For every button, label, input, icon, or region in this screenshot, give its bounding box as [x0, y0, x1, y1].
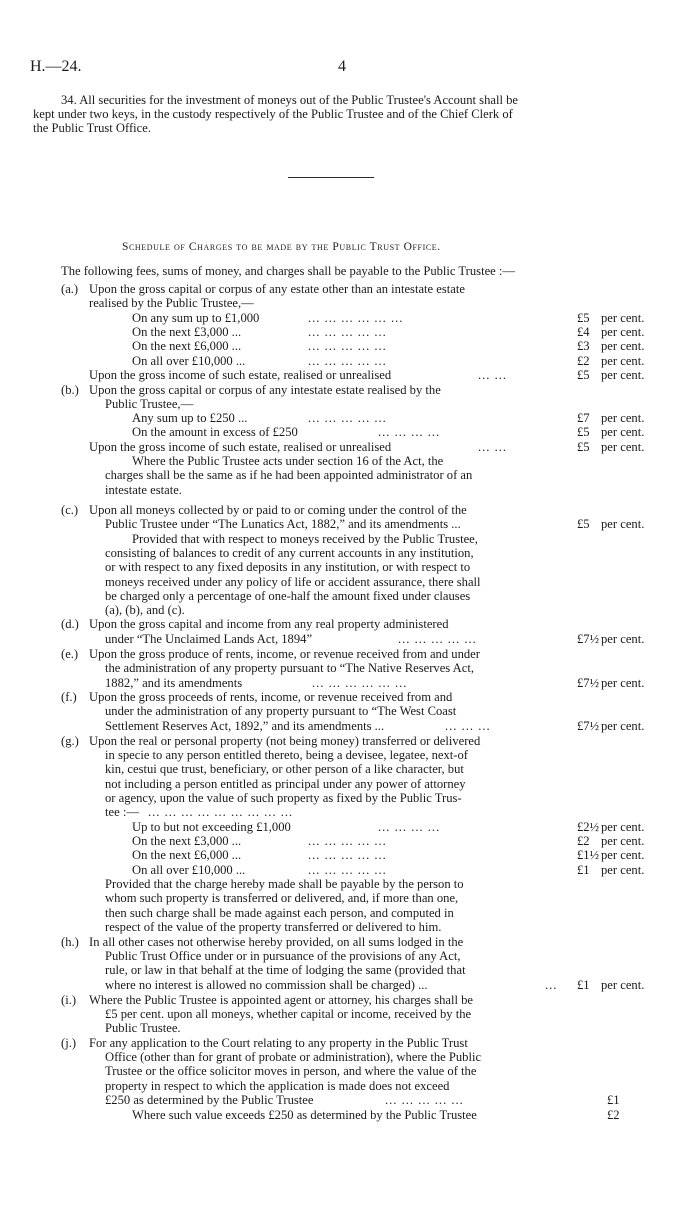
schedule-line: On the amount in excess of £250 [132, 425, 298, 439]
charge-unit: per cent. [601, 354, 645, 368]
schedule-line: kin, cestui que trust, beneficiary, or other person of a like character, but [105, 762, 464, 776]
leader-dots: ... ... ... ... ... [308, 354, 387, 368]
schedule-line: Upon the gross income of such estate, realised or unrealised [89, 368, 392, 382]
schedule-line: Upon the gross income of such estate, realised or unrealised [89, 440, 392, 454]
charge-amount: £7½ [577, 719, 600, 733]
charge-amount: £7½ [577, 676, 600, 690]
charge-amount: £5 [577, 440, 590, 454]
schedule-line: Upon the gross capital and income from any real property administered [89, 617, 449, 631]
leader-dots: ... ... ... ... ... [308, 411, 387, 425]
charge-amount: £2½ [577, 820, 600, 834]
leader-dots: ... ... ... ... ... [308, 325, 387, 339]
leader-dots: ... [545, 978, 558, 992]
schedule-line: where no interest is allowed no commission shall be charged) ... [105, 978, 428, 992]
schedule-line: respect of the value of the property transferred or delivered to him. [105, 920, 442, 934]
charge-amount: £2 [607, 1108, 620, 1122]
schedule-line: then such charge shall be made against each person, and computed in [105, 906, 454, 920]
paragraph-34-line-3: the Public Trust Office. [33, 121, 152, 135]
schedule-line: intestate estate. [105, 483, 182, 497]
clause-label: (e.) [61, 647, 79, 661]
schedule-line: the administration of any property pursuant to “The Native Reserves Act, [105, 661, 474, 675]
schedule-line: consisting of balances to credit of any current accounts in any institution, [105, 546, 474, 560]
schedule-line: Public Trust Office under or in pursuance of the provisions of any Act, [105, 949, 461, 963]
charge-unit: per cent. [601, 411, 645, 425]
schedule-line: Where the Public Trustee is appointed agent or attorney, his charges shall be [89, 993, 474, 1007]
paragraph-34-line-1: 34. All securities for the investment of moneys out of the Public Trustee's Account shall be [61, 93, 518, 107]
charge-amount: £2 [577, 354, 590, 368]
schedule-line: Public Trustee under “The Lunatics Act, 1882,” and its amendments ... [105, 517, 461, 531]
section-divider [288, 177, 374, 178]
paragraph-34-line-2: kept under two keys, in the custody respectively of the Public Trustee and of the Chief Clerk of [33, 107, 513, 121]
charge-unit: per cent. [601, 676, 645, 690]
charge-amount: £5 [577, 425, 590, 439]
charge-amount: £7 [577, 411, 590, 425]
schedule-line: in specie to any person entitled thereto, being a devisee, legatee, next-of [105, 748, 468, 762]
schedule-intro: The following fees, sums of money, and charges shall be payable to the Public Trustee :— [61, 264, 515, 278]
schedule-line: Public Trustee,— [105, 397, 194, 411]
charge-unit: per cent. [601, 863, 645, 877]
charge-amount: £3 [577, 339, 590, 353]
charge-unit: per cent. [601, 440, 645, 454]
schedule-line: tee :— [105, 805, 139, 819]
schedule-line: Where the Public Trustee acts under section 16 of the Act, the [132, 454, 444, 468]
schedule-title: Schedule of Charges to be made by the Public Trust Office. [122, 241, 441, 253]
schedule-line: On any sum up to £1,000 [132, 311, 260, 325]
charge-amount: £2 [577, 834, 590, 848]
schedule-line: Where such value exceeds £250 as determined by the Public Trustee [132, 1108, 477, 1122]
charge-unit: per cent. [601, 719, 645, 733]
leader-dots: ... ... ... [445, 719, 491, 733]
schedule-line: moneys received under any policy of life or accident assurance, there shall [105, 575, 481, 589]
schedule-line: On the next £3,000 ... [132, 325, 242, 339]
charge-amount: £1 [577, 978, 590, 992]
charge-unit: per cent. [601, 311, 645, 325]
schedule-line: Upon the gross produce of rents, income, or revenue received from and under [89, 647, 480, 661]
charge-amount: £5 [577, 311, 590, 325]
clause-label: (c.) [61, 503, 79, 517]
schedule-line: Upon the gross capital or corpus of any intestate estate realised by the [89, 383, 441, 397]
schedule-line: Up to but not exceeding £1,000 [132, 820, 291, 834]
charge-unit: per cent. [601, 517, 645, 531]
charge-amount: £4 [577, 325, 590, 339]
page-number: 4 [338, 58, 346, 75]
schedule-line: Provided that with respect to moneys received by the Public Trustee, [132, 532, 478, 546]
charge-unit: per cent. [601, 632, 645, 646]
clause-label: (d.) [61, 617, 79, 631]
schedule-line: not including a person entitled as principal under any power of attorney [105, 777, 466, 791]
schedule-line: under “The Unclaimed Lands Act, 1894” [105, 632, 313, 646]
leader-dots: ... ... ... ... [378, 820, 441, 834]
charge-unit: per cent. [601, 848, 645, 862]
schedule-line: 1882,” and its amendments [105, 676, 243, 690]
charge-unit: per cent. [601, 425, 645, 439]
schedule-line: Upon the gross capital or corpus of any estate other than an intestate estate [89, 282, 465, 296]
clause-label: (f.) [61, 690, 77, 704]
leader-dots: ... ... [478, 440, 508, 454]
clause-label: (a.) [61, 282, 79, 296]
charge-amount: £1 [577, 863, 590, 877]
schedule-line: (a), (b), and (c). [105, 603, 185, 617]
schedule-line: or agency, upon the value of such property as fixed by the Public Trus- [105, 791, 462, 805]
leader-dots: ... ... ... ... ... [308, 834, 387, 848]
schedule-line: whom such property is transferred or delivered, and, if more than one, [105, 891, 459, 905]
clause-label: (b.) [61, 383, 79, 397]
schedule-line: For any application to the Court relating to any property in the Public Trust [89, 1036, 468, 1050]
schedule-line: Provided that the charge hereby made shall be payable by the person to [105, 877, 464, 891]
leader-dots: ... ... ... ... ... [385, 1093, 464, 1107]
schedule-line: Trustee or the office solicitor moves in person, and where the value of the [105, 1064, 477, 1078]
leader-dots: ... ... ... ... [378, 425, 441, 439]
schedule-line: Upon all moneys collected by or paid to or coming under the control of the [89, 503, 467, 517]
schedule-line: On the next £6,000 ... [132, 339, 242, 353]
schedule-line: Public Trustee. [105, 1021, 181, 1035]
schedule-line: £250 as determined by the Public Trustee [105, 1093, 314, 1107]
page-reference: H.—24. [30, 58, 82, 75]
charge-amount: £5 [577, 368, 590, 382]
charge-unit: per cent. [601, 368, 645, 382]
schedule-line: Any sum up to £250 ... [132, 411, 248, 425]
leader-dots: ... ... ... ... ... [308, 339, 387, 353]
charge-unit: per cent. [601, 325, 645, 339]
charge-unit: per cent. [601, 820, 645, 834]
schedule-line: On the next £3,000 ... [132, 834, 242, 848]
schedule-line: Office (other than for grant of probate or administration), where the Public [105, 1050, 482, 1064]
schedule-line: In all other cases not otherwise hereby provided, on all sums lodged in the [89, 935, 464, 949]
leader-dots: ... ... ... ... ... [308, 848, 387, 862]
charge-amount: £5 [577, 517, 590, 531]
schedule-line: realised by the Public Trustee,— [89, 296, 254, 310]
schedule-line: Settlement Reserves Act, 1892,” and its amendments ... [105, 719, 385, 733]
schedule-line: On all over £10,000 ... [132, 863, 246, 877]
schedule-line: On all over £10,000 ... [132, 354, 246, 368]
clause-label: (h.) [61, 935, 79, 949]
charge-unit: per cent. [601, 339, 645, 353]
leader-dots: ... ... ... ... ... [398, 632, 477, 646]
schedule-line: charges shall be the same as if he had been appointed administrator of an [105, 468, 473, 482]
leader-dots: ... ... ... ... ... ... [308, 311, 404, 325]
schedule-line: be charged only a percentage of one-half the amount fixed under clauses [105, 589, 471, 603]
leader-dots: ... ... [478, 368, 508, 382]
leader-dots: ... ... ... ... ... ... ... ... ... [148, 805, 294, 819]
charge-unit: per cent. [601, 978, 645, 992]
schedule-line: On the next £6,000 ... [132, 848, 242, 862]
schedule-line: property in respect to which the application is made does not exceed [105, 1079, 450, 1093]
schedule-line: Upon the real or personal property (not being money) transferred or delivered [89, 734, 481, 748]
clause-label: (j.) [61, 1036, 77, 1050]
schedule-line: Upon the gross proceeds of rents, income, or revenue received from and [89, 690, 453, 704]
charge-amount: £7½ [577, 632, 600, 646]
schedule-line: or with respect to any fixed deposits in any institution, or with respect to [105, 560, 471, 574]
schedule-line: rule, or law in that behalf at the time of lodging the same (provided that [105, 963, 466, 977]
charge-amount: £1 [607, 1093, 620, 1107]
clause-label: (i.) [61, 993, 77, 1007]
charge-unit: per cent. [601, 834, 645, 848]
schedule-line: £5 per cent. upon all moneys, whether capital or income, received by the [105, 1007, 472, 1021]
schedule-line: under the administration of any property pursuant to “The West Coast [105, 704, 457, 718]
leader-dots: ... ... ... ... ... ... [312, 676, 408, 690]
clause-label: (g.) [61, 734, 79, 748]
charge-amount: £1½ [577, 848, 600, 862]
leader-dots: ... ... ... ... ... [308, 863, 387, 877]
